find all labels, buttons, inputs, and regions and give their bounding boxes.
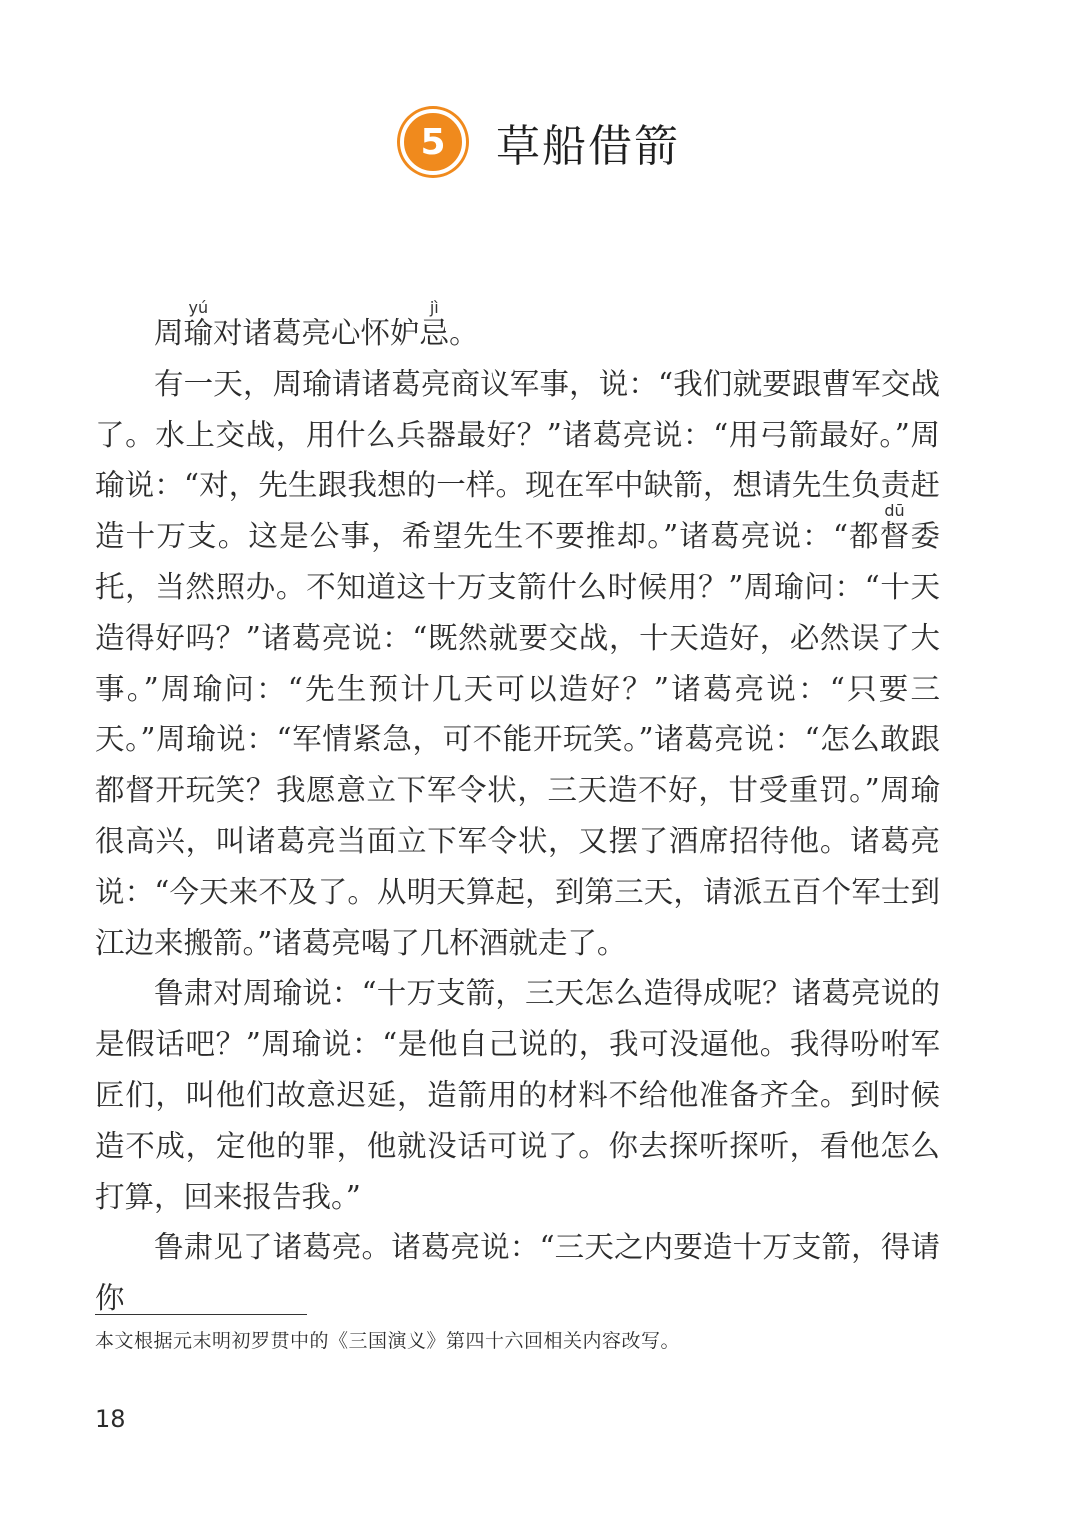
- body-text: [95, 300, 940, 1324]
- paragraph: [95, 359, 940, 969]
- text-segment: 。: [449, 316, 479, 350]
- lesson-title: 草船借箭: [496, 121, 680, 172]
- pinyin-annotated-char: 瑜yú: [183, 298, 214, 350]
- text-segment: 周: [154, 316, 184, 350]
- pinyin-annotated-char: 忌jì: [419, 298, 450, 350]
- footnote: 本文根据元末明初罗贯中的《三国演义》第四十六回相关内容改写。: [95, 1330, 681, 1352]
- page-number: 18: [95, 1405, 126, 1433]
- text-segment: 鲁肃见了诸葛亮。诸葛亮说：“三天之内要造十万支箭，得请你: [95, 1230, 940, 1316]
- text-segment: 对诸葛亮心怀妒: [213, 316, 420, 350]
- paragraph: [95, 300, 940, 359]
- text-segment: 有一天，周瑜请诸葛亮商议军事，说：“我们就要跟曹军交战了。水上交战，用什么兵器最好？”诸葛亮说：“用弓箭最好。”周瑜说：“对，先生跟我想的一样。现在军中缺箭，想请先生负责赶造十万支。这是公事，希望先生不要推却。”诸葛亮说：“都: [95, 366, 940, 554]
- lesson-number-badge: 5: [400, 109, 466, 175]
- pinyin-label: dū: [879, 501, 910, 521]
- lesson-header: [0, 102, 1080, 182]
- paragraph: [95, 968, 940, 1222]
- pinyin-annotated-char: 督dū: [879, 501, 911, 554]
- text-segment: 委托，当然照办。不知道这十万支箭什么时候用？”周瑜问：“十天造得好吗？”诸葛亮说：“既然就要交战，十天造好，必然误了大事。”周瑜问：“先生预计几天可以造好？”诸葛亮说：“只要三天。”周瑜说：“军情紧急，可不能开玩笑。”诸葛亮说：“怎么敢跟都督开玩笑？我愿意立下军令状，三天造不好，甘受重罚。”周瑜很高兴，叫诸葛亮当面立下军令状，又摆了酒席招待他。诸葛亮说：“今天来不及了。从明天算起，到第三天，请派五百个军士到江边来搬箭。”诸葛亮喝了几杯酒就走了。: [95, 519, 940, 960]
- footnote-divider: [95, 1314, 307, 1315]
- pinyin-label: jì: [419, 298, 450, 317]
- pinyin-label: yú: [183, 298, 214, 317]
- text-segment: 鲁肃对周瑜说：“十万支箭，三天怎么造得成呢？诸葛亮说的是假话吧？”周瑜说：“是他自己说的，我可没逼他。我得吩咐军匠们，叫他们故意迟延，造箭用的材料不给他准备齐全。到时候造不成，定他的罪，他就没话可说了。你去探听探听，看他怎么打算，回来报告我。”: [95, 976, 940, 1214]
- paragraph: [95, 1222, 940, 1324]
